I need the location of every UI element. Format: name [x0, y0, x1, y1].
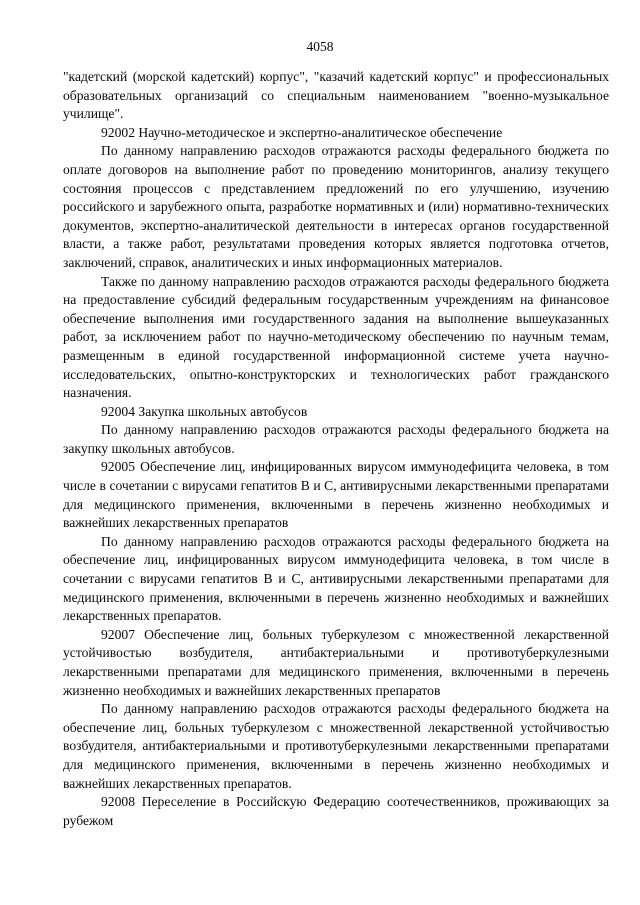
paragraph-continuation: "кадетский (морской кадетский) корпус", "казачий кадетский корпус" и профессиональных образовательных организаций со специальным наименованием "военно-музыкальное училище".: [63, 69, 609, 122]
page-number: 4058: [306, 39, 334, 54]
document-body: [63, 68, 609, 830]
section-heading-92007: 92007 Обеспечение лиц, больных туберкулезом с множественной лекарственной устойчивостью возбудителя, антибактериальными и противотуберкулезными лекарственными препаратами для медицинского применения, включенными в перечень жизненно необходимых и важнейших лекарственных препаратов: [63, 626, 609, 698]
paragraph-92005-description: По данному направлению расходов отражаются расходы федерального бюджета на обеспечение лиц, инфицированных вирусом иммунодефицита человека, в том числе в сочетании с вирусами гепатитов B и C, антивирусными лекарственными препаратами для медицинского применения, включенными в перечень жизненно необходимых и важнейших лекарственных препаратов.: [63, 533, 609, 624]
section-heading-92008: 92008 Переселение в Российскую Федерацию соотечественников, проживающих за рубежом: [63, 794, 609, 828]
paragraph-92007-description: По данному направлению расходов отражаются расходы федерального бюджета на обеспечение лиц, больных туберкулезом с множественной лекарственной устойчивостью возбудителя, антибактериальными и противотуберкулезными лекарственными препаратами для медицинского применения, включенными в перечень жизненно необходимых и важнейших лекарственных препаратов.: [63, 701, 609, 791]
section-heading-92005: 92005 Обеспечение лиц, инфицированных вирусом иммунодефицита человека, в том числе в сочетании с вирусами гепатитов B и C, антивирусными лекарственными препаратами для медицинского применения, включенными в перечень жизненно необходимых и важнейших лекарственных препаратов: [63, 459, 609, 531]
section-heading-92002: 92002 Научно-методическое и экспертно-аналитическое обеспечение: [101, 124, 503, 140]
paragraph-92004-description: По данному направлению расходов отражаются расходы федерального бюджета на закупку школьных автобусов.: [63, 422, 609, 456]
paragraph-92002-description: По данному направлению расходов отражаются расходы федерального бюджета по оплате договоров на выполнение работ по проведению мониторингов, анализу текущего состояния процессов с представлением предложений по его улучшению, изучению российского и зарубежного опыта, разработке нормативных и (или) нормативно-технических документов, экспертно-аналитической деятельности в интересах органов государственной власти, а также работ, результатами проведения которых является подготовка отчетов, заключений, справок, аналитических и иных информационных материалов.: [63, 143, 609, 270]
section-heading-92004: 92004 Закупка школьных автобусов: [101, 403, 308, 419]
paragraph-92002-subsidies: Также по данному направлению расходов отражаются расходы федерального бюджета на предоставление субсидий федеральным государственным учреждениям на финансовое обеспечение выполнения ими государственного задания на выполнение вышеуказанных работ, за исключением работ по научно-методическому обеспечению по научным темам, размещенным в единой государственной информационной системе учета научно-исследовательских, опытно-конструкторских и технологических работ гражданского назначения.: [63, 273, 609, 401]
